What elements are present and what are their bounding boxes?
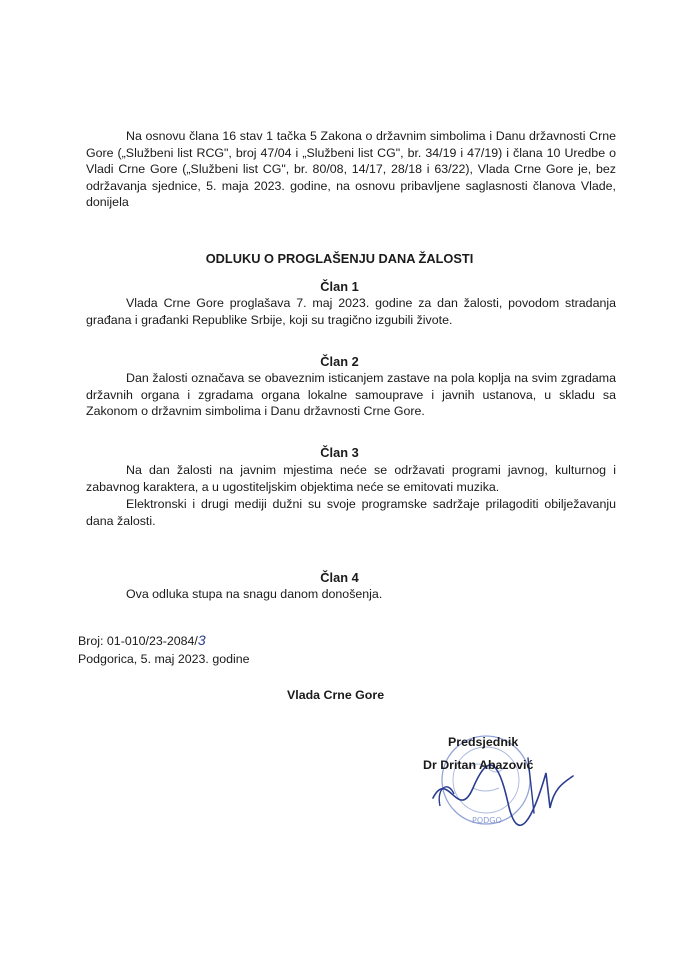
place-date: Podgorica, 5. maj 2023. godine	[78, 652, 250, 666]
article-3-text-1: Na dan žalosti na javnim mjestima neće se održavati programi javnog, kulturnog i zabavnog karaktera, a u ugostiteljskim objektima neće se emitovati muzika.	[86, 463, 616, 494]
article-1-text: Vlada Crne Gore proglašava 7. maj 2023. godine za dan žalosti, povodom stradanja građana i građanki Republike Srbije, koji su tragično izgubili živote.	[86, 296, 616, 327]
article-4-heading: Član 4	[320, 570, 359, 585]
signatory-name: Dr Dritan Abazović	[423, 758, 534, 772]
article-2-heading: Član 2	[320, 354, 359, 369]
article-3-text-2: Elektronski i drugi mediji dužni su svoje programske sadržaje prilagoditi obilježavanju dana žalosti.	[86, 497, 616, 528]
article-4-text: Ova odluka stupa na snagu danom donošenja.	[126, 587, 383, 601]
signatory-title: Predsjednik	[448, 735, 519, 749]
preamble-text: Na osnovu člana 16 stav 1 tačka 5 Zakona o državnim simbolima i Danu državnosti Crne Gore („Službeni list RCG", broj 47/04 i „Službeni list CG", br. 34/19 i 47/19) i člana 10 Uredbe o Vladi Crne Gore („Službeni list CG", br. 80/08, 14/17, 28/18 i 63/22), Vlada Crne Gore je, bez održavanja sjednice, 5. maja 2023. godine, na osnovu pribavljene saglasnosti članova Vlade, donijela	[86, 129, 616, 209]
document-number-label: Broj: 01-010/23-2084/	[78, 634, 198, 648]
stamp-label: PODGO	[472, 816, 502, 825]
document-number-handwritten: 3	[197, 632, 206, 648]
decision-title: ODLUKU O PROGLAŠENJU DANA ŽALOSTI	[205, 251, 474, 266]
article-2-text: Dan žalosti označava se obaveznim isticanjem zastave na pola koplja na svim zgradama državnih organa i zgradama organa lokalne samouprave i javnih ustanova, u skladu sa Zakonom o državnim simbolima i Danu državnosti Crne Gore.	[86, 371, 616, 418]
article-3-heading: Član 3	[320, 445, 359, 460]
issuer: Vlada Crne Gore	[287, 688, 385, 702]
document-number	[78, 632, 206, 649]
article-1-heading: Član 1	[320, 279, 359, 294]
